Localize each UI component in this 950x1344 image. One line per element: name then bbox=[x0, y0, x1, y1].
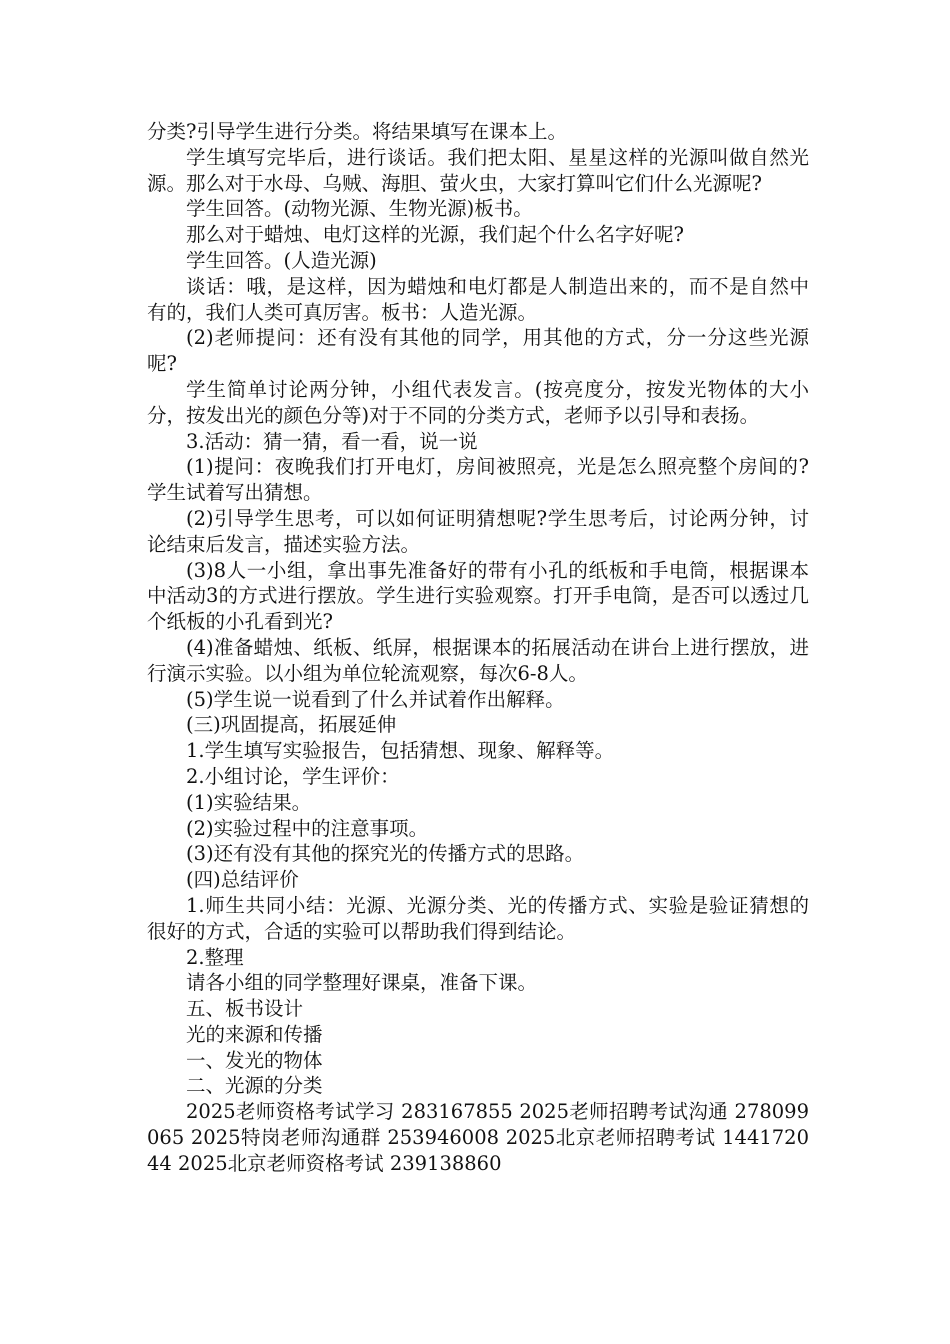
section-heading: (四)总结评价 bbox=[186, 868, 299, 892]
paragraph: (2)引导学生思考，可以如何证明猜想呢?学生思考后，讨论两分钟，讨论结束后发言，描述实验方法。 bbox=[147, 506, 809, 556]
paragraph: 3.活动：猜一猜，看一看，说一说 bbox=[186, 429, 478, 453]
document-body bbox=[147, 119, 809, 1177]
paragraph: 分类?引导学生进行分类。将结果填写在课本上。 bbox=[147, 120, 567, 143]
paragraph: (3)还有没有其他的探究光的传播方式的思路。 bbox=[186, 842, 585, 866]
paragraph: 2.小组讨论，学生评价： bbox=[186, 764, 400, 788]
paragraph: 学生回答。(人造光源) bbox=[186, 248, 377, 272]
paragraph: 学生简单讨论两分钟，小组代表发言。(按亮度分，按发光物体的大小分，按发出光的颜色分等)对于不同的分类方式，老师予以引导和表扬。 bbox=[147, 377, 809, 427]
paragraph: 学生回答。(动物光源、生物光源)板书。 bbox=[186, 197, 533, 221]
paragraph: (1)实验结果。 bbox=[186, 790, 312, 814]
footer-note: 2025老师资格考试学习 283167855 2025老师招聘考试沟通 278099065 2025特岗老师沟通群 253946008 2025北京老师招聘考试 144172044 2025北京老师资格考试 239138860 bbox=[147, 1100, 809, 1175]
paragraph: (1)提问：夜晚我们打开电灯，房间被照亮，光是怎么照亮整个房间的?学生试着写出猜想。 bbox=[147, 455, 809, 505]
paragraph: 1.学生填写实验报告，包括猜想、现象、解释等。 bbox=[186, 739, 615, 763]
board-item: 一、发光的物体 bbox=[186, 1048, 323, 1072]
paragraph: 那么对于蜡烛、电灯这样的光源，我们起个什么名字好呢? bbox=[186, 223, 684, 247]
paragraph: 谈话：哦，是这样，因为蜡烛和电灯都是人制造出来的，而不是自然中有的，我们人类可真厉害。板书：人造光源。 bbox=[147, 274, 809, 324]
board-title: 光的来源和传播 bbox=[186, 1022, 323, 1046]
section-heading: 五、板书设计 bbox=[186, 997, 304, 1021]
paragraph: (3)8人一小组，拿出事先准备好的带有小孔的纸板和手电筒，根据课本中活动3的方式进行摆放。学生进行实验观察。打开手电筒，是否可以透过几个纸板的小孔看到光? bbox=[147, 558, 809, 634]
paragraph: 学生填写完毕后，进行谈话。我们把太阳、星星这样的光源叫做自然光源。那么对于水母、乌贼、海胆、萤火虫，大家打算叫它们什么光源呢? bbox=[147, 145, 809, 195]
paragraph: (2)实验过程中的注意事项。 bbox=[186, 816, 429, 840]
paragraph: (5)学生说一说看到了什么并试着作出解释。 bbox=[186, 687, 565, 711]
board-item: 二、光源的分类 bbox=[186, 1074, 323, 1098]
paragraph: 请各小组的同学整理好课桌，准备下课。 bbox=[186, 971, 538, 995]
paragraph: (4)准备蜡烛、纸板、纸屏，根据课本的拓展活动在讲台上进行摆放，进行演示实验。以小组为单位轮流观察，每次6-8人。 bbox=[147, 635, 809, 685]
paragraph: 1.师生共同小结：光源、光源分类、光的传播方式、实验是验证猜想的很好的方式，合适的实验可以帮助我们得到结论。 bbox=[147, 893, 809, 943]
paragraph: 2.整理 bbox=[186, 945, 244, 969]
paragraph: (2)老师提问：还有没有其他的同学，用其他的方式，分一分这些光源呢? bbox=[147, 326, 809, 376]
section-heading: (三)巩固提高，拓展延伸 bbox=[186, 713, 397, 737]
